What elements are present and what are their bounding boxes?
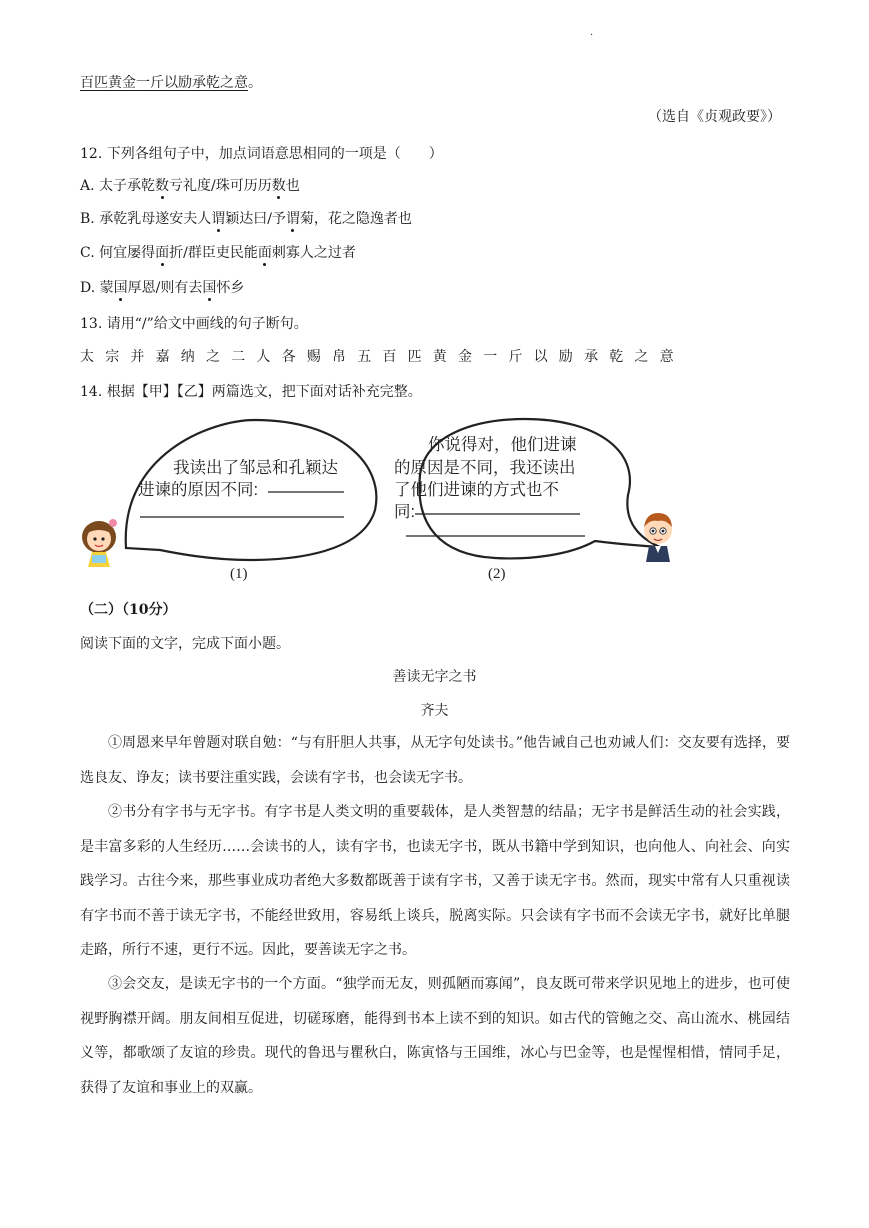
article-paragraph-1: ①周恩来早年曾题对联自勉：“与有肝胆人共事，从无字句处读书。”他告诫自己也劝诫人们：交友要有选择，要选良友、诤友；读书要注重实践，会读有字书，也会读无字书。 (80, 735, 790, 786)
bubble2-line4: 同: (394, 503, 416, 521)
reading-instruction: 阅读下面的文字，完成下面小题。 (80, 636, 290, 652)
bubble1-line2: 进谏的原因不同: (138, 481, 259, 499)
caption-2: (2) (488, 566, 506, 582)
q14-stem: 14. 根据【甲】【乙】两篇选文，把下面对话补充完整。 (80, 384, 422, 400)
q13-stem: 13. 请用“/”给文中画线的句子断句。 (80, 316, 308, 332)
article-title: 善读无字之书 (392, 669, 477, 685)
q12-option-b: B. 承乾乳母遂安夫人谓颖达曰/予谓菊，花之隐逸者也 (80, 211, 412, 227)
bubble2-line1: 你说得对，他们进谏 (428, 436, 577, 454)
header-mark: · (590, 30, 594, 41)
bubble2-line2: 的原因是不同，我还读出 (394, 459, 576, 477)
q12-option-c: C. 何宜屡得面折/群臣吏民能面刺寡人之过者 (80, 245, 356, 261)
q12-stem: 12. 下列各组句子中，加点词语意思相同的一项是（ ） (80, 146, 443, 162)
bubble2-line3: 了他们进谏的方式也不 (394, 481, 559, 499)
article-paragraph-2: ②书分有字书与无字书。有字书是人类文明的重要载体，是人类智慧的结晶；无字书是鲜活生动的社会实践，是丰富多彩的人生经历……会读书的人，读有字书，也读无字书，既从书籍中学到知识，也向他人、向社会、向实践学习。古往今来，那些事业成功者绝大多数都既善于读有字书，又善于读无字书。然而，现实中常有人只重视读有字书而不善于读无字书，不能经世致用，容易纸上谈兵，脱离实际。只会读有字书而不会读无字书，就好比单腿走路，所行不速，更行不远。因此，要善读无字之书。 (80, 804, 790, 958)
source-citation: （选自《贞观政要》） (648, 109, 781, 125)
article-paragraph-3: ③会交友，是读无字书的一个方面。“独学而无友，则孤陋而寡闻”，良友既可带来学识见地上的进步，也可使视野胸襟开阔。朋友间相互促进，切磋琢磨，能得到书本上读不到的知识。如古代的管鲍之交、高山流水、桃园结义等，都歌颂了友谊的珍贵。现代的鲁迅与瞿秋白，陈寅恪与王国维，冰心与巴金等，也是惺惺相惜，情同手足，获得了友谊和事业上的双赢。 (80, 976, 790, 1096)
section2-heading: （二）（10分） (80, 602, 177, 618)
caption-1: (1) (230, 566, 248, 582)
boy-icon (644, 513, 672, 562)
bubble1-line1: 我读出了邹忌和孔颖达 (173, 459, 338, 477)
passage-tail: 百匹黄金一斤以励承乾之意。 (80, 75, 262, 91)
q12-option-d: D. 蒙国厚恩/则有去国怀乡 (80, 280, 245, 296)
q12-option-a: A. 太子承乾数亏礼度/珠可历历数也 (80, 178, 300, 194)
q13-sentence: 太宗并嘉纳之二人各赐帛五百匹黄金一斤以励承乾之意 (80, 349, 685, 365)
speech-bubbles-illustration (80, 415, 680, 590)
dialogue-figure (80, 415, 680, 590)
girl-icon (82, 519, 117, 567)
article-author: 齐夫 (420, 703, 449, 719)
